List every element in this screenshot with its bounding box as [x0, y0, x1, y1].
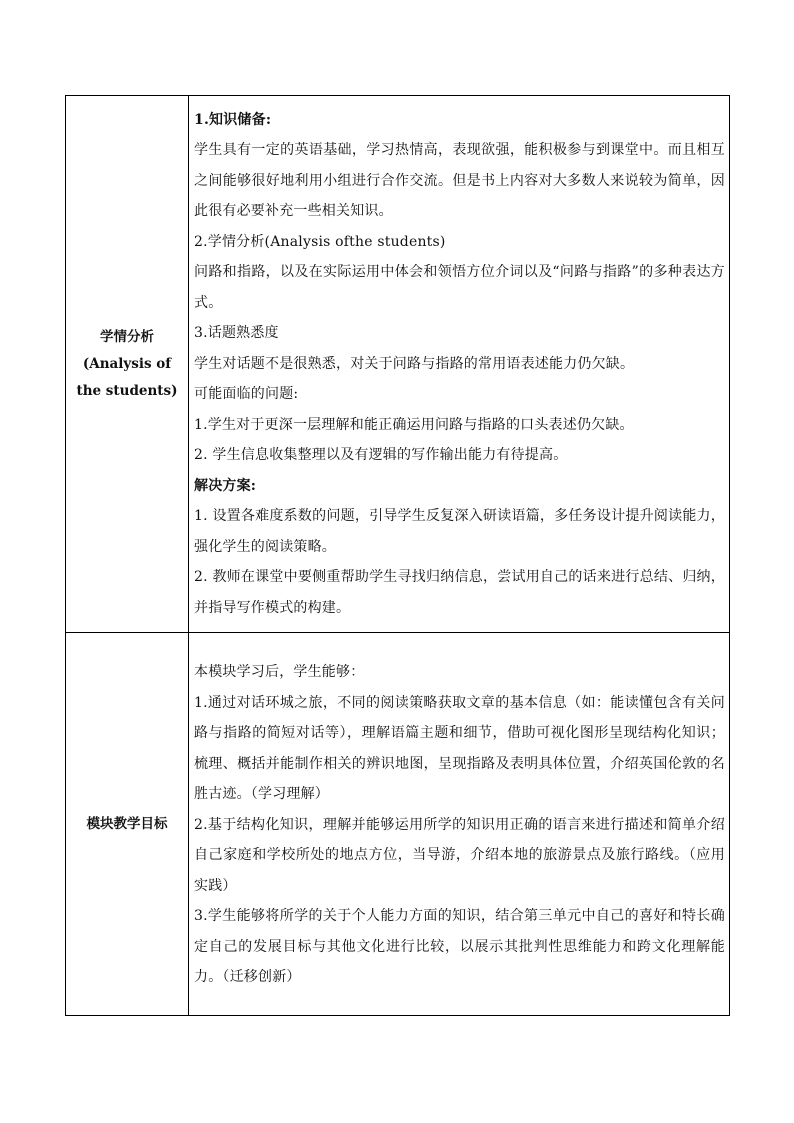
row-label-line: 学情分析 [100, 328, 154, 345]
paragraph: 2. 学生信息收集整理以及有逻辑的写作输出能力有待提高。 [194, 447, 568, 464]
paragraph: 问路和指路，以及在实际运用中体会和领悟方位介词以及“问路与指路”的多种表达方式。 [194, 264, 725, 311]
lesson-plan-table [65, 95, 730, 1016]
row-label-module-goals [66, 633, 189, 1016]
heading-student-analysis: 2.学情分析(Analysis ofthe students) [194, 233, 446, 250]
paragraph: 1. 设置各难度系数的问题，引导学生反复深入研读语篇，多任务设计提升阅读能力，强化学生的阅读策略。 [194, 508, 725, 555]
row-label-line: 模块教学目标 [86, 815, 168, 832]
row-label-line: the students) [76, 382, 178, 399]
paragraph: 1.通过对话环城之旅，不同的阅读策略获取文章的基本信息（如：能读懂包含有关问路与指路的简短对话等），理解语篇主题和细节，借助可视化图形呈现结构化知识；梳理、概括并能制作相关的辨识地图，呈现指路及表明具体位置，介绍英国伦敦的名胜古迹。（学习理解） [194, 694, 725, 803]
heading-solutions: 解决方案: [194, 477, 257, 494]
row-label-line: (Analysis of [82, 355, 172, 372]
heading-topic-familiarity: 3.话题熟悉度 [194, 325, 279, 342]
heading-possible-problems: 可能面临的问题: [194, 386, 299, 403]
row-content-student-analysis [189, 96, 730, 633]
paragraph: 学生具有一定的英语基础，学习热情高，表现欲强，能积极参与到课堂中。而且相互之间能够很好地利用小组进行合作交流。但是书上内容对大多数人来说较为简单，因此很有必要补充一些相关知识。 [194, 142, 725, 220]
row-label-student-analysis [66, 96, 189, 633]
table-row-student-analysis [66, 96, 730, 633]
paragraph: 2.基于结构化知识，理解并能够运用所学的知识用正确的语言来进行描述和简单介绍自己家庭和学校所处的地点方位，当导游，介绍本地的旅游景点及旅行路线。（应用实践） [194, 816, 725, 894]
row-content-module-goals [189, 633, 730, 1016]
heading-knowledge-reserve: 1.知识储备: [194, 111, 272, 128]
paragraph: 学生对话题不是很熟悉，对关于问路与指路的常用语表述能力仍欠缺。 [194, 355, 635, 372]
paragraph: 本模块学习后，学生能够： [194, 664, 365, 681]
paragraph: 1.学生对于更深一层理解和能正确运用问路与指路的口头表述仍欠缺。 [194, 416, 634, 433]
paragraph: 3.学生能够将所学的关于个人能力方面的知识，结合第三单元中自己的喜好和特长确定自己的发展目标与其他文化进行比较，以展示其批判性思维能力和跨文化理解能力。（迁移创新） [194, 908, 725, 986]
paragraph: 2. 教师在课堂中要侧重帮助学生寻找归纳信息，尝试用自己的话来进行总结、归纳，并指导写作模式的构建。 [194, 569, 725, 616]
table-row-module-goals [66, 633, 730, 1016]
